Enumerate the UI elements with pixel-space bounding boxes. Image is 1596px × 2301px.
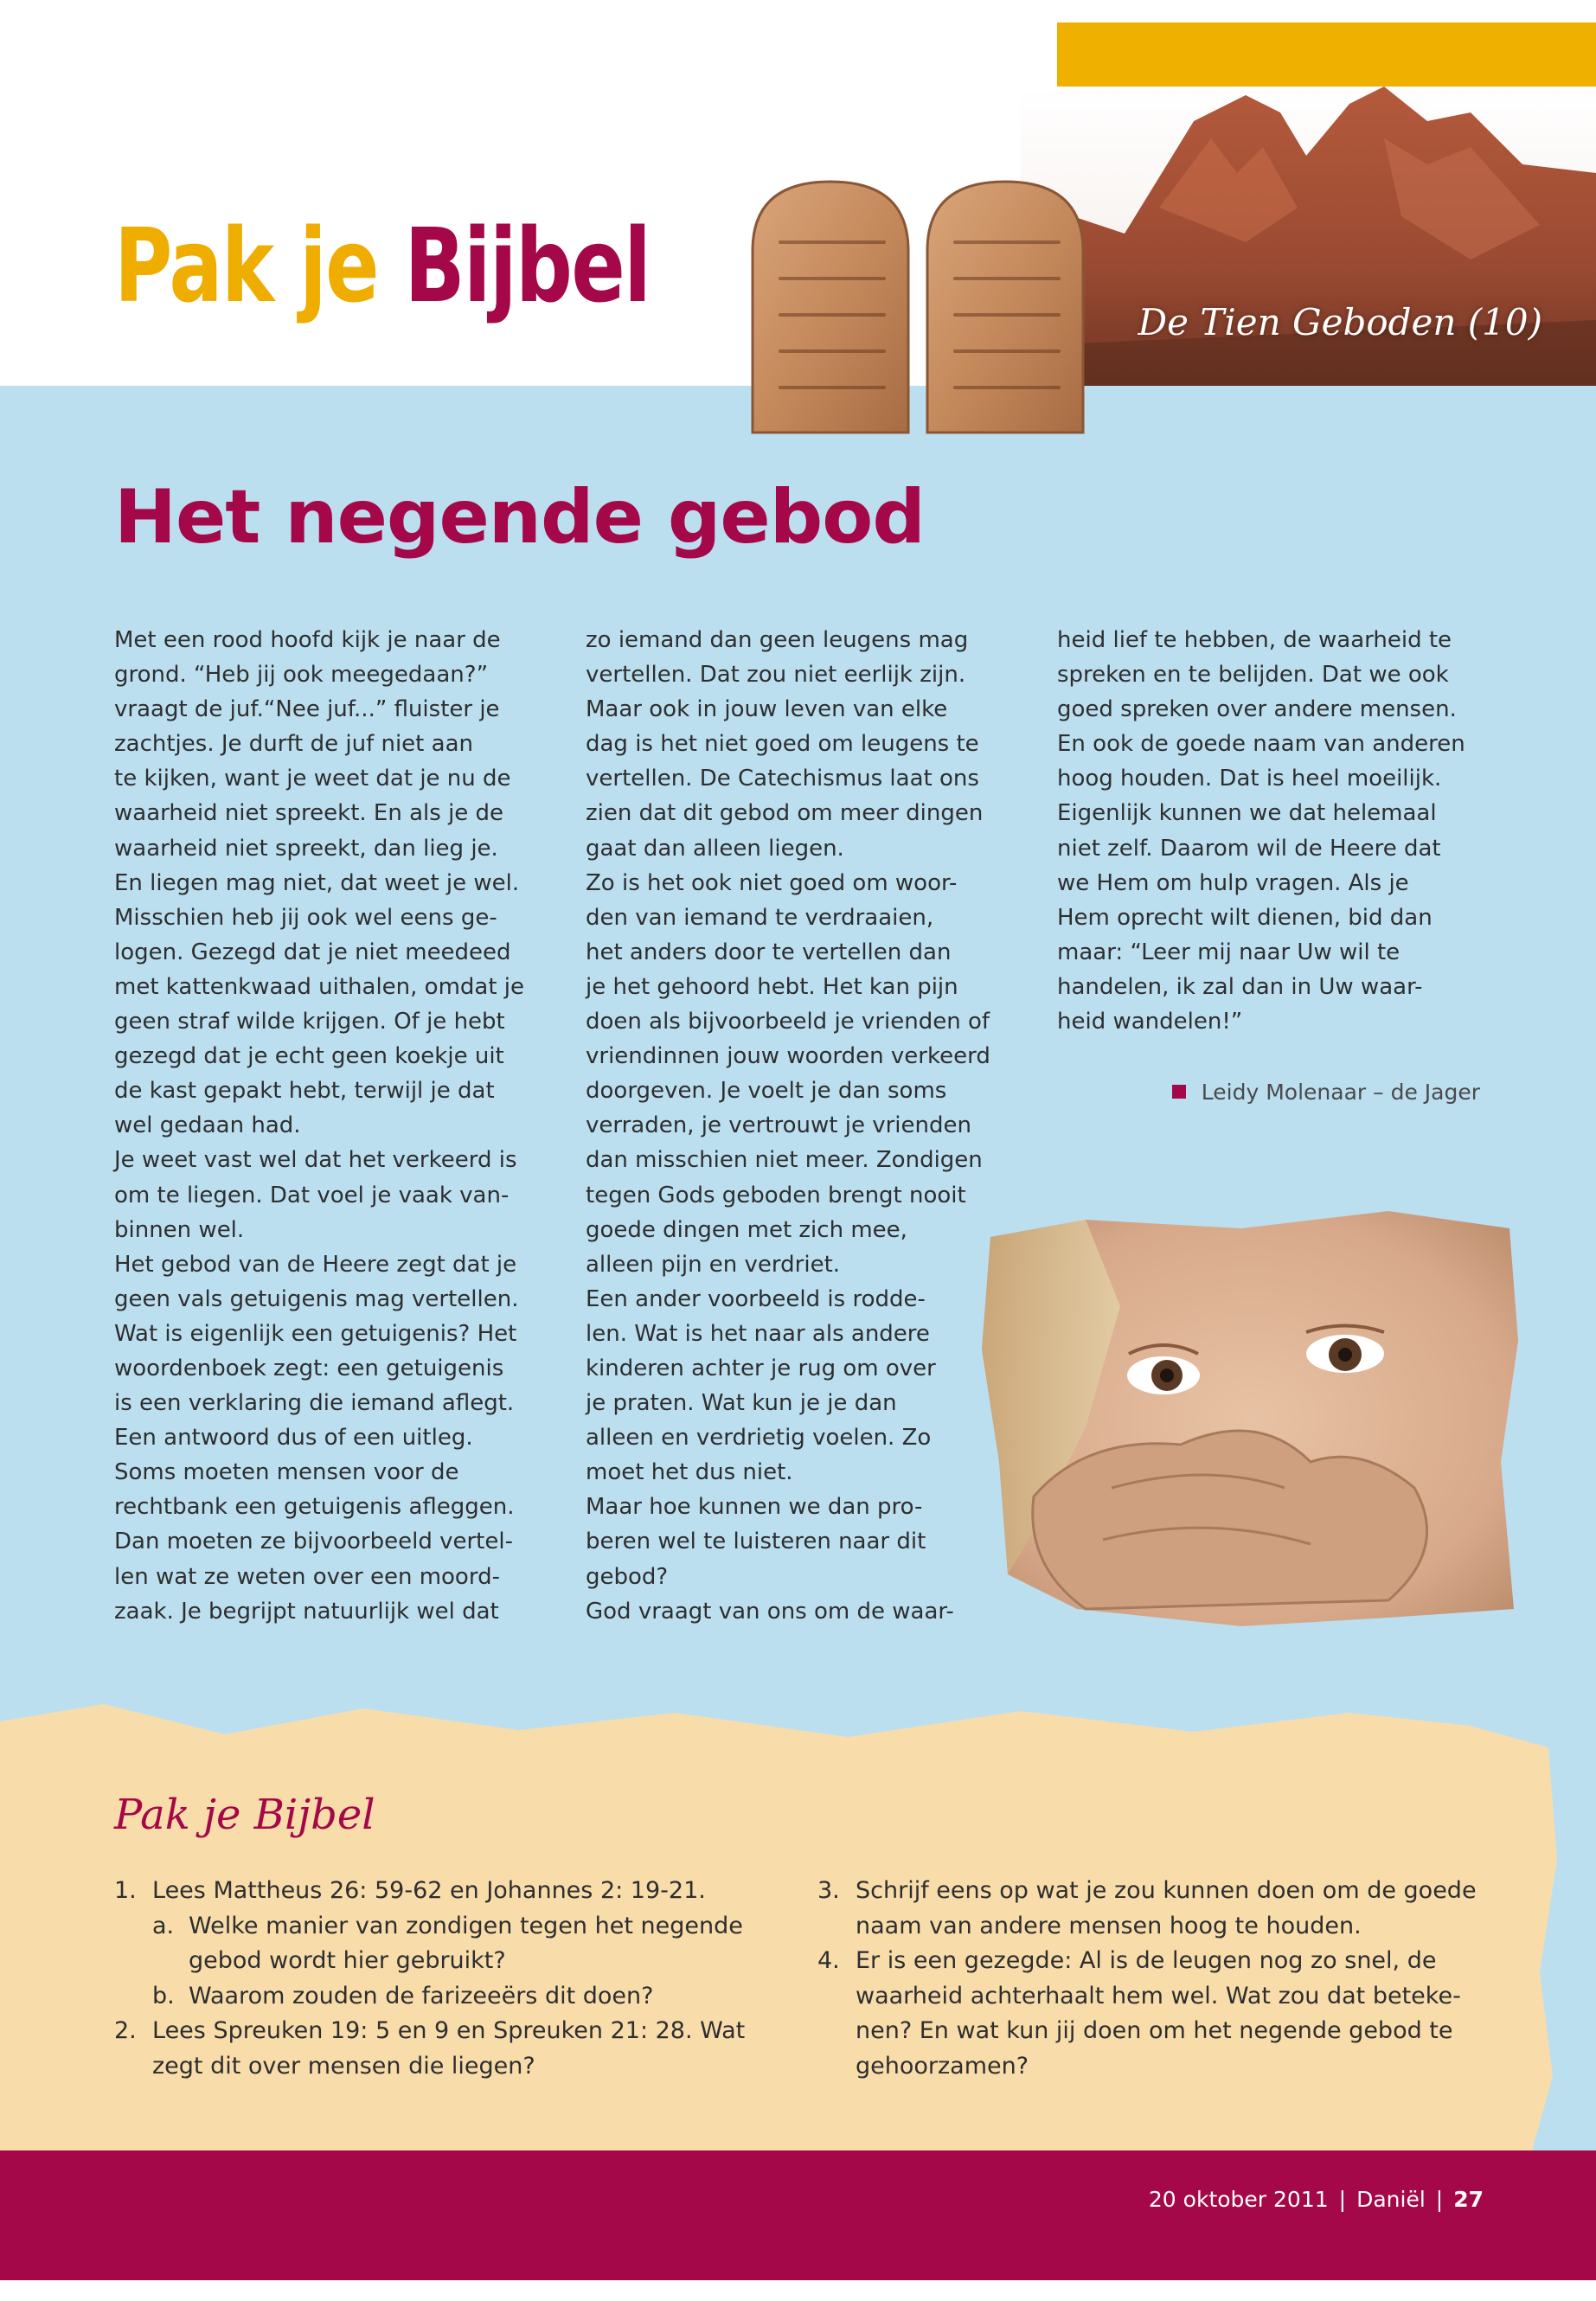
item-text: Lees Spreuken 19: 5 en 9 en Spreuken 21: 28. Wat zegt dit over mensen die liegen? [152,2017,746,2080]
item-number: a. [152,1912,175,1939]
exercise-item [817,1944,1488,2084]
item-text: Er is een gezegde: Al is de leugen nog zo snel, de waarheid achterhaalt hem wel. Wat zou dat beteke-nen? En wat kun jij doen om het negende gebod te gehoorzamen? [856,1947,1461,2080]
item-number: b. [152,1982,175,2009]
exercise-subitem [114,1979,772,2015]
exercise-subitem [114,1909,772,1979]
exercise-box-title: Pak je Bijbel [114,1791,375,1839]
exercise-list-left [114,1874,772,2084]
item-number: 2. [114,2017,137,2044]
bullet-square-icon [1172,1085,1186,1099]
article-column-1: Met een rood hoofd kijk je naar de grond. “Heb jij ook meegedaan?” vraagt de juf.“Nee juf...” fluister je zachtjes. Je durft de juf niet aan te kijken, want je weet dat je nu de waarheid niet spreekt. En als je de waarheid niet spreekt, dan lieg je. En liegen mag niet, dat weet je wel. Misschien heb jij ook wel eens ge- logen. Gezegd dat je niet meedeed met kattenkwaad uithalen, omdat je geen straf wilde krijgen. Of je hebt gezegd dat je echt geen koekje uit de kast gepakt hebt, terwijl je dat wel gedaan had. Je weet vast wel dat het verkeerd is om te liegen. Dat voel je vaak van- binnen wel. Het gebod van de Heere zegt dat je geen vals getuigenis mag vertellen. Wat is eigenlijk een getuigenis? Het woordenboek zegt: een getuigenis is een verklaring die iemand aflegt. Een antwoord dus of een uitleg. Soms moeten mensen voor de rechtbank een getuigenis afleggen. Dan moeten ze bijvoorbeeld vertel- len wat ze weten over een moord- zaak. Je begrijpt natuurlijk wel dat [114,627,525,1625]
exercise-item [114,2014,772,2084]
footer-text: 20 oktober 2011 | Daniël | 27 [1148,2187,1484,2212]
exercise-item [114,1874,772,1909]
article-column-2: zo iemand dan geen leugens mag vertellen. Dat zou niet eerlijk zijn. Maar ook in jouw leven van elke dag is het niet goed om leugens te vertellen. De Catechismus laat ons zien dat dit gebod om meer dingen gaat dan alleen liegen. Zo is het ook niet goed om woor- den van iemand te verdraaien, het anders door te vertellen dan je het gehoord hebt. Het kan pijn doen als bijvoorbeeld je vrienden of vriendinnen jouw woorden verkeerd doorgeven. Je voelt je dan soms verraden, je vertrouwt je vrienden dan misschien niet meer. Zondigen tegen Gods geboden brengt nooit goede dingen met zich mee, alleen pijn en verdriet. Een ander voorbeeld is rodde- len. Wat is het naar als andere kinderen achter je rug om over je praten. Wat kun je je dan alleen en verdrietig voelen. Zo moet het dus niet. Maar hoe kunnen we dan pro- beren wel te luisteren naar dit gebod? God vraagt van ons om de waar- [586,627,990,1625]
brand-word-1: Pak je [114,206,378,325]
item-text: Welke manier van zondigen tegen het negende gebod wordt hier gebruikt? [189,1912,743,1974]
author-name: Leidy Molenaar – de Jager [1201,1080,1480,1105]
author-credit [1172,1080,1480,1105]
item-text: Schrijf eens op wat je zou kunnen doen om de goede naam van andere mensen hoog te houden. [856,1877,1477,1939]
stone-tablets-image [746,173,1100,441]
footer-bar [0,2150,1596,2280]
footer-magazine: Daniël [1356,2187,1426,2212]
item-text: Lees Mattheus 26: 59-62 en Johannes 2: 19-21. [152,1877,706,1904]
article-title: Het negende gebod [114,474,925,561]
brand-logo [114,206,651,325]
brand-word-2: Bijbel [404,206,651,325]
exercise-list-right [817,1874,1488,2084]
series-label: De Tien Geboden (10) [1138,301,1542,343]
item-text: Waarom zouden de farizeeërs dit doen? [189,1982,654,2009]
item-number: 4. [817,1947,840,1974]
footer-date: 20 oktober 2011 [1148,2187,1329,2212]
item-number: 1. [114,1877,137,1904]
child-covering-mouth-photo [982,1202,1527,1635]
item-number: 3. [817,1877,840,1904]
article-column-3: heid lief te hebben, de waarheid te spreken en te belijden. Dat we ook goed spreken over andere mensen. En ook de goede naam van anderen hoog houden. Dat is heel moeilijk. Eigenlijk kunnen we dat helemaal niet zelf. Daarom wil de Heere dat we Hem om hulp vragen. Als je Hem oprecht wilt dienen, bid dan maar: “Leer mij naar Uw wil te handelen, ik zal dan in Uw waar- heid wandelen!” [1057,627,1465,1035]
exercise-item [817,1874,1488,1944]
page-number: 27 [1453,2187,1484,2212]
